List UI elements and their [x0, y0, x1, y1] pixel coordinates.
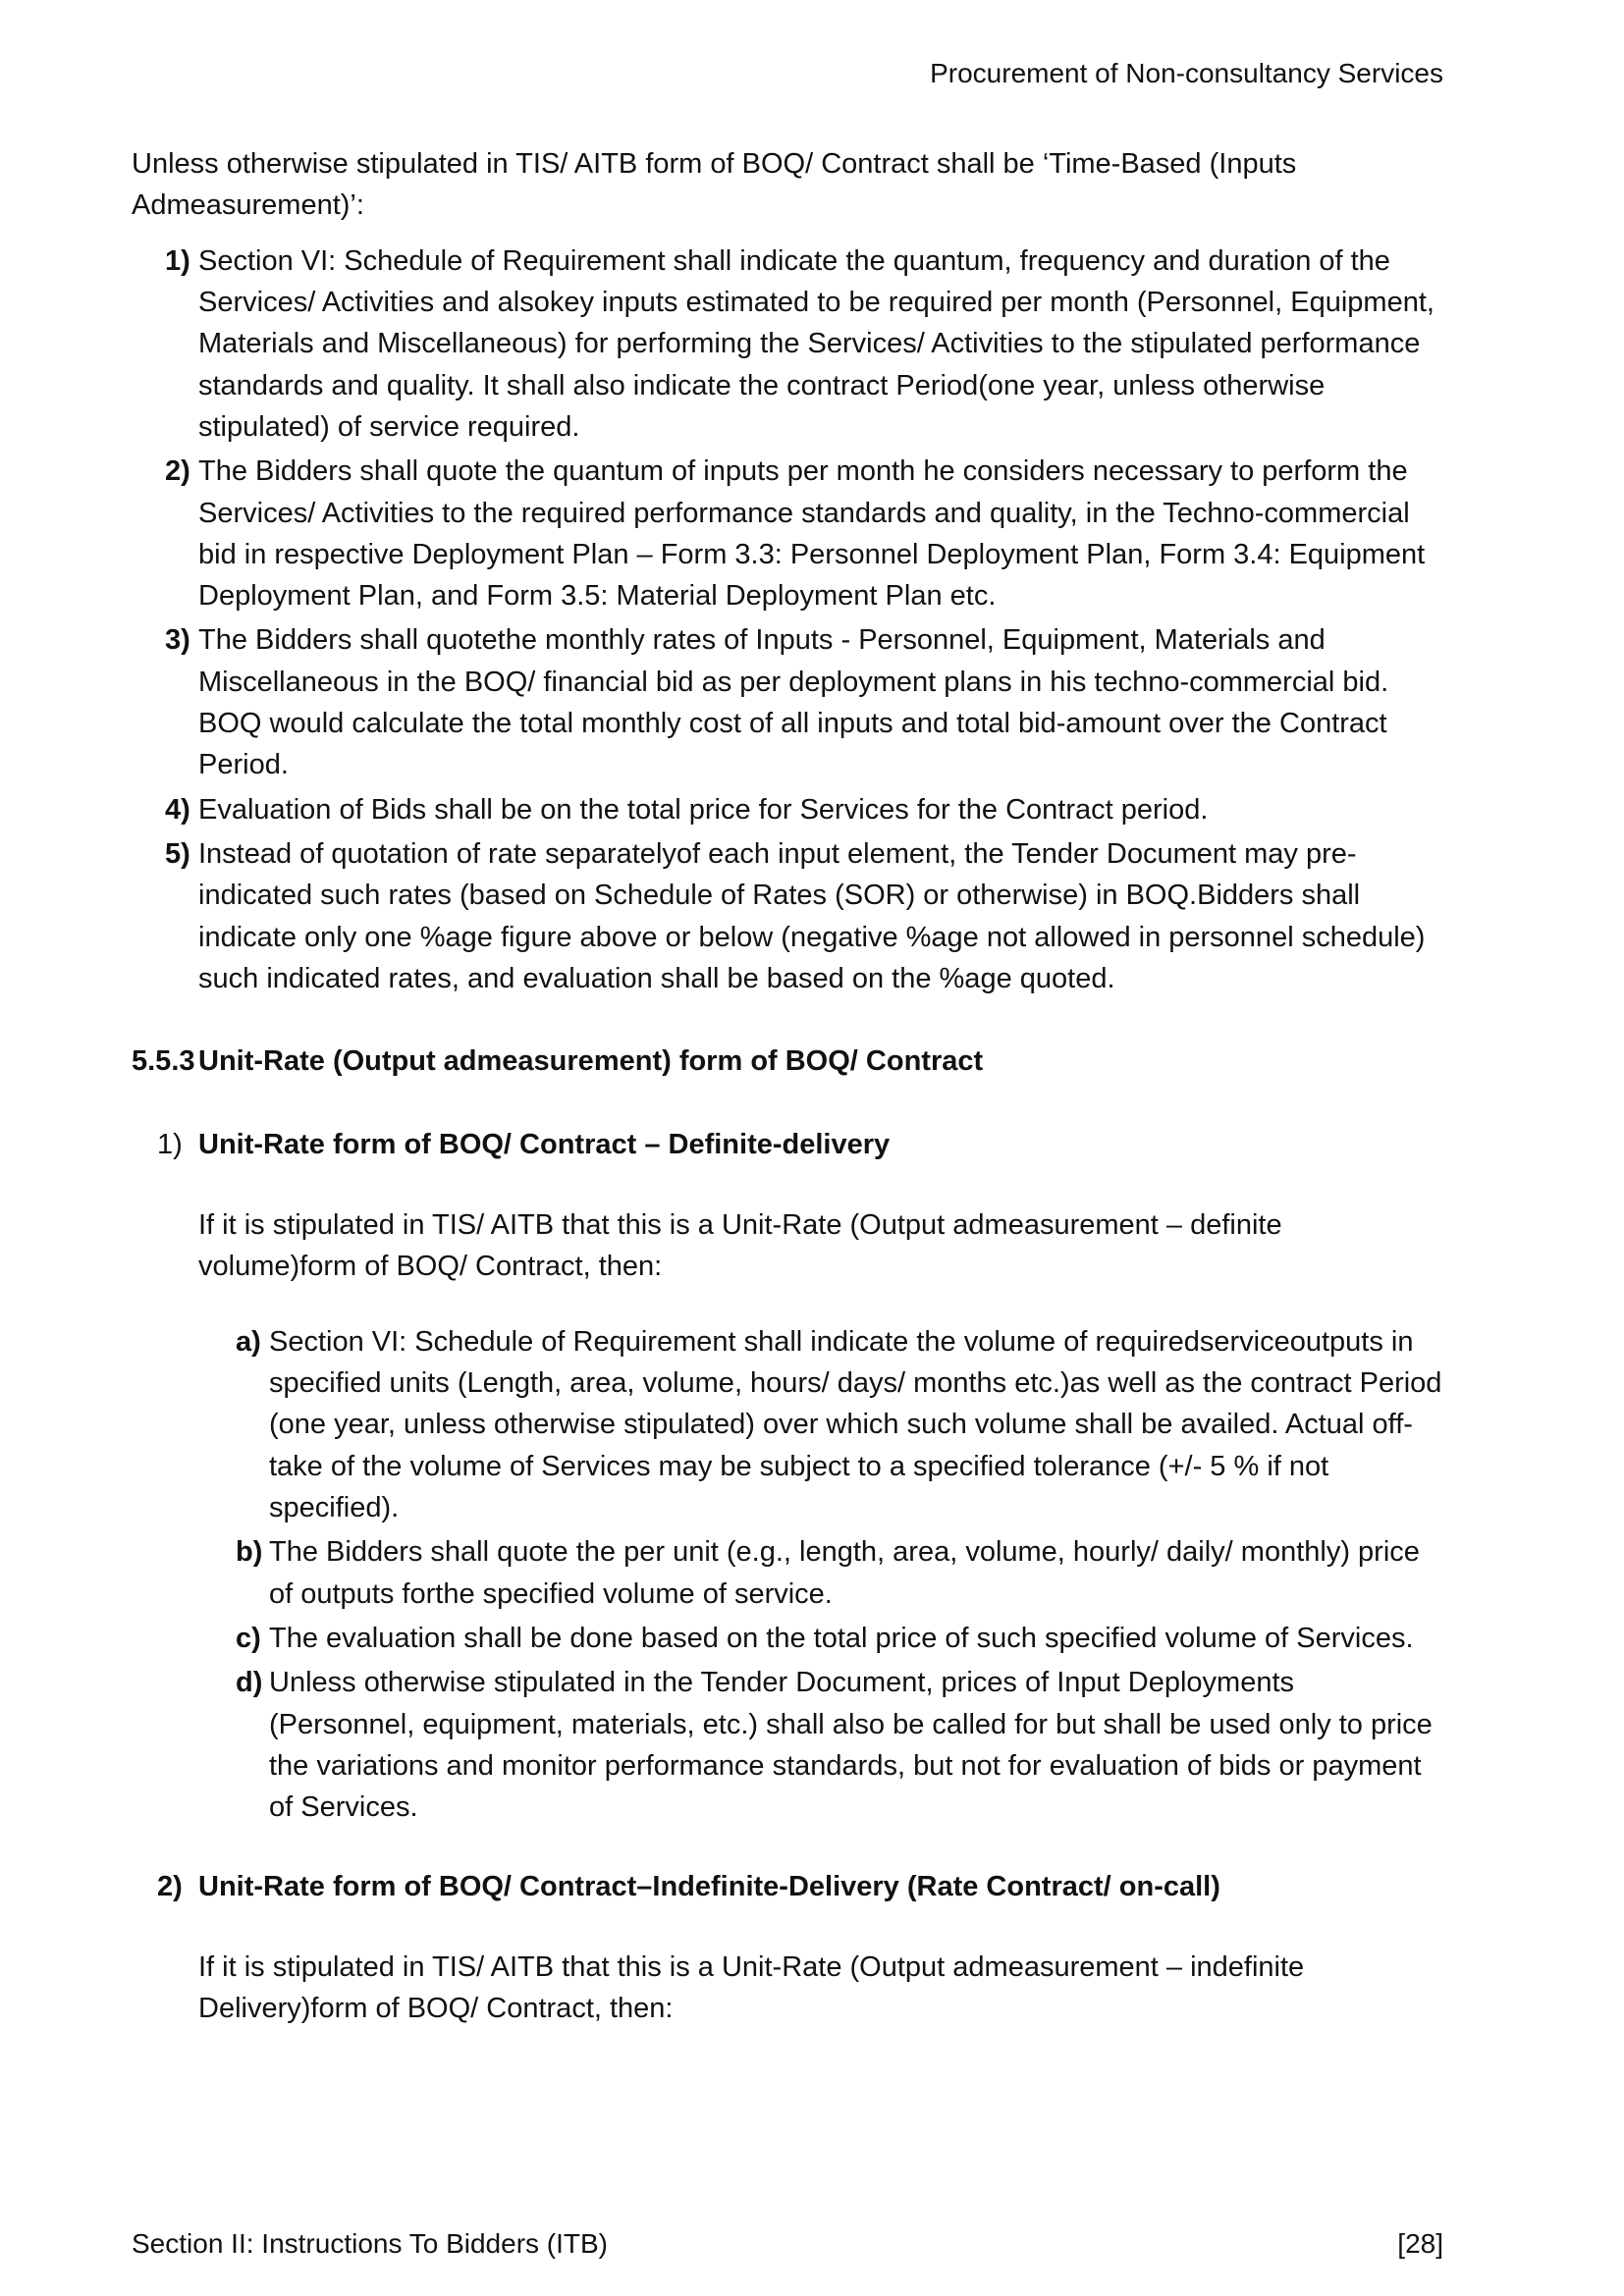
list-item: [236, 1531, 1443, 1615]
list-item: [165, 833, 1443, 999]
list-item-marker: 2): [165, 455, 190, 488]
list-item: [236, 1618, 1443, 1659]
sub-heading-title: Unit-Rate form of BOQ/ Contract–Indefinite-Delivery (Rate Contract/ on-call): [198, 1870, 1220, 1902]
list-item-marker: 3): [165, 624, 190, 657]
list-item-text: The Bidders shall quotethe monthly rates of Inputs - Personnel, Equipment, Materials and Miscellaneous in the BOQ/ financial bid as per deployment plans in his techno-commercial bid. BOQ would calculate the total monthly cost of all inputs and total bid-amount over the Contract Period.: [198, 624, 1389, 781]
sub1-intro-paragraph: If it is stipulated in TIS/ AITB that this is a Unit-Rate (Output admeasurement – definite volume)form of BOQ/ Contract, then:: [198, 1209, 1282, 1283]
sub-heading-marker: 2): [157, 1870, 183, 1902]
list-item-marker: 4): [165, 793, 190, 826]
lettered-list: [132, 1321, 1443, 1829]
sub-heading-2: [157, 1866, 1443, 1907]
list-item-marker: b): [236, 1536, 263, 1569]
list-item-text: Instead of quotation of rate separatelyof each input element, the Tender Document may pre-indicated such rates (based on Schedule of Rates (SOR) or otherwise) in BOQ.Bidders shall indicate only one %age figure above or below (negative %age not allowed in personnel schedule) such indicated rates, and evaluation shall be based on the %age quoted.: [198, 838, 1426, 995]
list-item-text: Section VI: Schedule of Requirement shall indicate the quantum, frequency and duration of the Services/ Activities and alsokey inputs estimated to be required per month (Personnel, Equipment, Materials and Miscellaneous) for performing the Services/ Activities to the stipulated performance standards and quality. It shall also indicate the contract Period(one year, unless otherwise stipulated) of service required.: [198, 244, 1435, 443]
list-item: [236, 1321, 1443, 1529]
list-item-marker: c): [236, 1623, 261, 1655]
section-heading-5-5-3: [132, 1041, 1443, 1082]
sub-heading-1: [157, 1124, 1443, 1165]
page-footer: [132, 2224, 1443, 2265]
list-item-text: Evaluation of Bids shall be on the total price for Services for the Contract period.: [198, 793, 1209, 826]
list-item-text: The evaluation shall be done based on the total price of such specified volume of Services.: [269, 1623, 1414, 1655]
list-item-marker: 5): [165, 838, 190, 871]
list-item: [165, 240, 1443, 449]
footer-page-number: [28]: [1397, 2228, 1443, 2260]
list-item-text: The Bidders shall quote the per unit (e.g., length, area, volume, hourly/ daily/ monthly) price of outputs forthe specified volume of service.: [269, 1536, 1420, 1610]
sub-heading-marker: 1): [157, 1128, 183, 1160]
section-number: 5.5.3: [132, 1045, 195, 1078]
footer-section-label: Section II: Instructions To Bidders (ITB): [132, 2228, 609, 2260]
list-item-text: The Bidders shall quote the quantum of inputs per month he considers necessary to perform the Services/ Activities to the required performance standards and quality, in the Techno-commercial bid in respective Deployment Plan – Form 3.3: Personnel Deployment Plan, Form 3.4: Equipment Deployment Plan, and Form 3.5: Material Deployment Plan etc.: [198, 455, 1426, 613]
list-item-text: Section VI: Schedule of Requirement shall indicate the volume of requiredserviceoutputs in specified units (Length, area, volume, hours/ days/ months etc.)as well as the contract Period (one year, unless otherwise stipulated) over which such volume shall be availed. Actual off-take of the volume of Services may be subject to a specified tolerance (+/- 5 % if not specified).: [269, 1325, 1442, 1524]
sub2-intro-paragraph: If it is stipulated in TIS/ AITB that this is a Unit-Rate (Output admeasurement – indefinite Delivery)form of BOQ/ Contract, then:: [198, 1951, 1305, 2025]
list-item: [165, 451, 1443, 616]
section-title: Unit-Rate (Output admeasurement) form of BOQ/ Contract: [198, 1045, 984, 1078]
list-item-marker: a): [236, 1325, 261, 1358]
intro-paragraph: Unless otherwise stipulated in TIS/ AITB form of BOQ/ Contract shall be ‘Time-Based (Inputs Admeasurement)’:: [132, 147, 1297, 222]
numbered-list: [132, 240, 1443, 1000]
sub-heading-title: Unit-Rate form of BOQ/ Contract – Definite-delivery: [198, 1128, 891, 1160]
list-item: [165, 789, 1443, 830]
list-item-marker: 1): [165, 244, 190, 277]
list-item: [236, 1662, 1443, 1828]
list-item-text: Unless otherwise stipulated in the Tender Document, prices of Input Deployments (Personnel, equipment, materials, etc.) shall also be called for but shall be used only to price the variations and monitor performance standards, but not for evaluation of bids or payment of Services.: [269, 1667, 1433, 1824]
list-item: [165, 619, 1443, 785]
page-header: Procurement of Non-consultancy Services: [930, 58, 1443, 88]
list-item-marker: d): [236, 1667, 263, 1699]
